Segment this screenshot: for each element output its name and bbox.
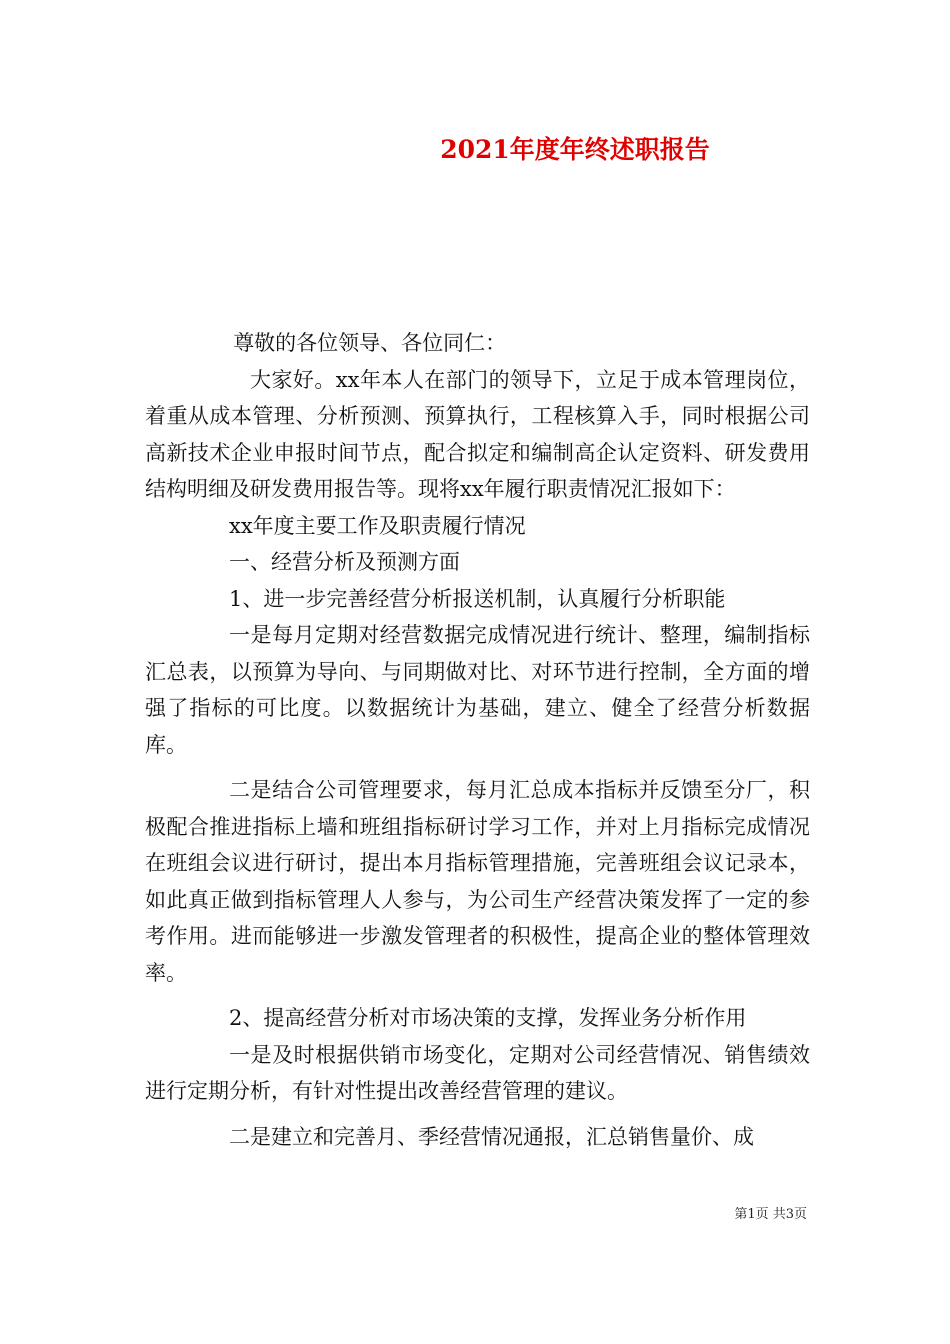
document-body	[145, 325, 810, 1155]
intro-paragraph: 大家好。xx年本人在部门的领导下，立足于成本管理岗位，着重从成本管理、分析预测、预算执行，工程核算入手，同时根据公司高新技术企业申报时间节点，配合拟定和编制高企认定资料、研发费用结构明细及研发费用报告等。现将xx年履行职责情况汇报如下：	[145, 367, 810, 501]
page-title: 2021年度年终述职报告	[440, 135, 710, 164]
body-paragraph: 二是建立和完善月、季经营情况通报，汇总销售量价、成	[229, 1124, 754, 1149]
page-number: 第1页 共3页	[734, 1207, 807, 1222]
body-paragraph: 一是及时根据供销市场变化，定期对公司经营情况、销售绩效进行定期分析，有针对性提出改善经营管理的建议。	[145, 1042, 810, 1103]
body-paragraph: 二是结合公司管理要求，每月汇总成本指标并反馈至分厂，积极配合推进指标上墙和班组指标研讨学习工作，并对上月指标完成情况在班组会议进行研讨，提出本月指标管理措施，完善班组会议记录本，如此真正做到指标管理人人参与，为公司生产经营决策发挥了一定的参考作用。进而能够进一步激发管理者的积极性，提高企业的整体管理效率。	[145, 778, 810, 985]
item-heading: 2、提高经营分析对市场决策的支撑，发挥业务分析作用	[229, 1006, 747, 1030]
salutation-paragraph: 尊敬的各位领导、各位同仁：	[233, 331, 507, 355]
subsection-heading: 一、经营分析及预测方面	[229, 550, 460, 574]
item-heading: 1、进一步完善经营分析报送机制，认真履行分析职能	[229, 586, 726, 611]
section-heading: xx年度主要工作及职责履行情况	[229, 513, 526, 538]
body-paragraph: 一是每月定期对经营数据完成情况进行统计、整理，编制指标汇总表，以预算为导向、与同期做对比、对环节进行控制，全方面的增强了指标的可比度。以数据统计为基础，建立、健全了经营分析数据库。	[145, 623, 810, 757]
